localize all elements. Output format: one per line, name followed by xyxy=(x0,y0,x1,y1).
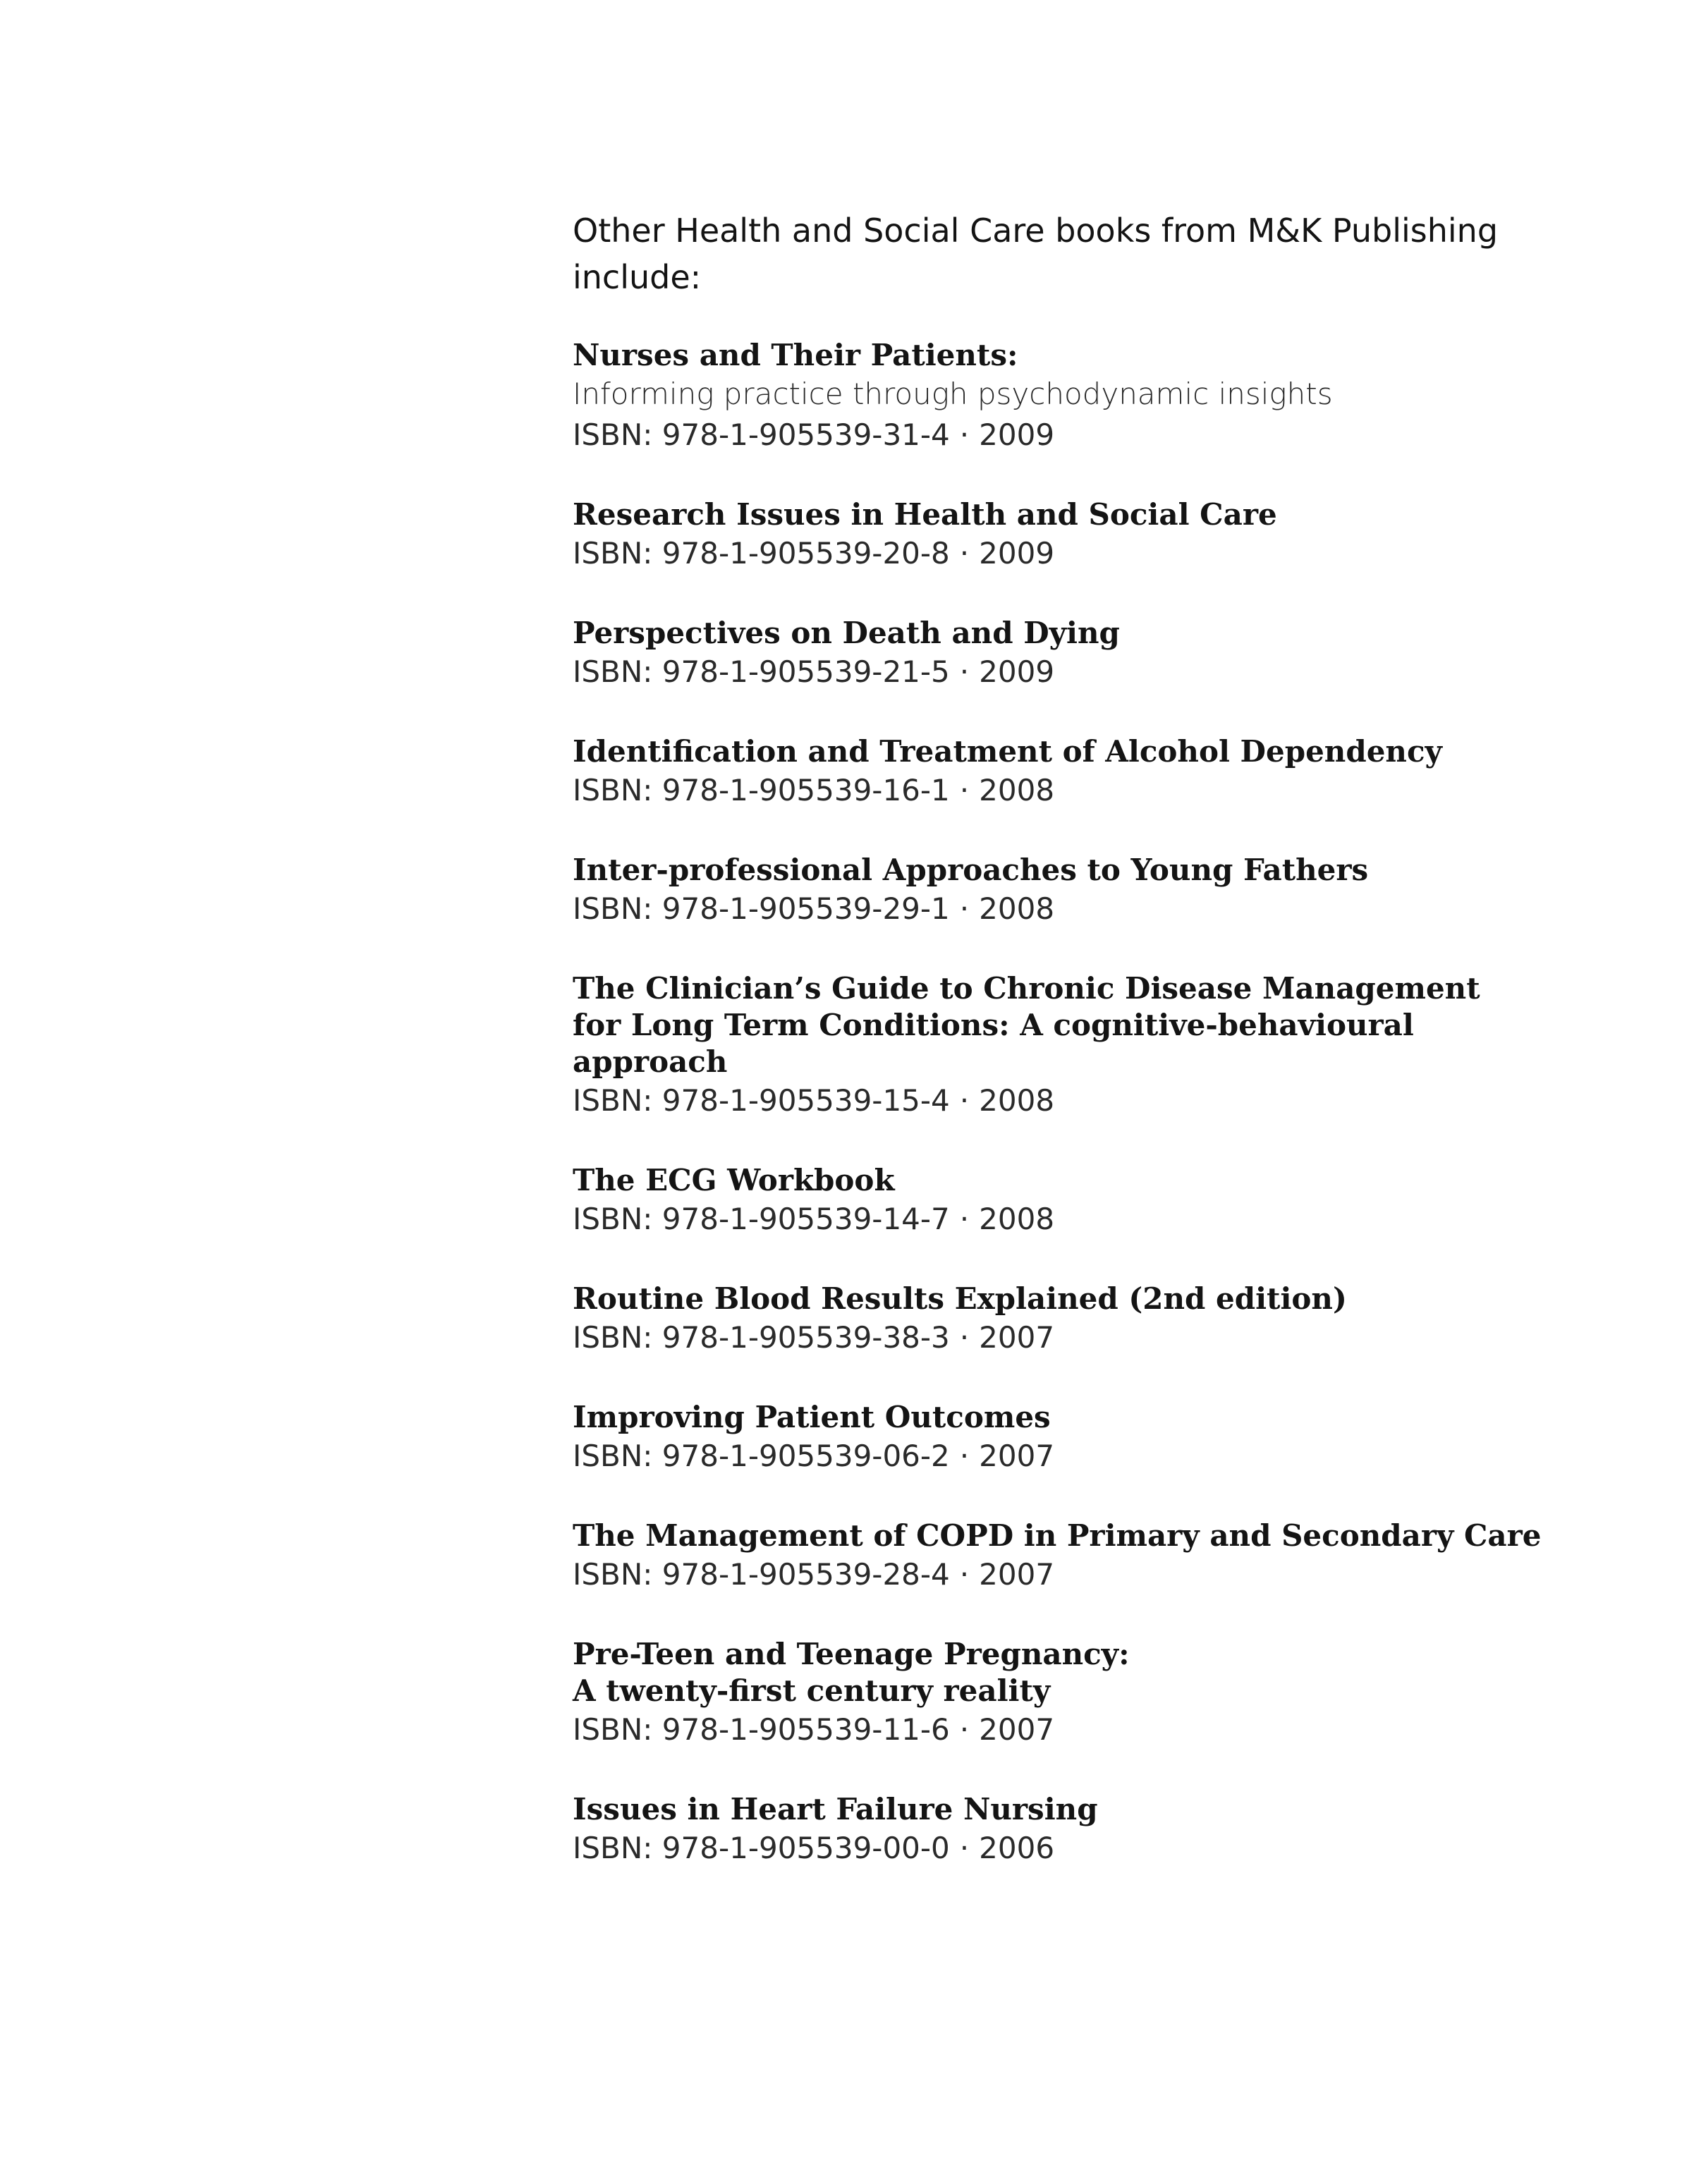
book-isbn: ISBN: 978-1-905539-29-1 xyxy=(573,891,950,926)
book-year: 2008 xyxy=(979,891,1055,926)
isbn-year-separator: · xyxy=(959,1083,970,1118)
book-year: 2007 xyxy=(979,1557,1055,1592)
book-isbn: ISBN: 978-1-905539-38-3 xyxy=(573,1320,950,1355)
book-year: 2006 xyxy=(979,1831,1055,1865)
book-year: 2008 xyxy=(979,773,1055,807)
isbn-year-separator: · xyxy=(959,1712,970,1747)
book-entry xyxy=(573,733,1560,811)
book-isbn-line xyxy=(573,415,1560,456)
book-entry xyxy=(573,1791,1560,1869)
book-year: 2008 xyxy=(979,1083,1055,1118)
book-title: Routine Blood Results Explained (2nd edition) xyxy=(573,1281,1347,1316)
book-entry xyxy=(573,615,1560,693)
book-title: Nurses and Their Patients: xyxy=(573,338,1018,372)
book-year: 2007 xyxy=(979,1712,1055,1747)
book-title: Inter-professional Approaches to Young Fathers xyxy=(573,853,1369,887)
book-isbn: ISBN: 978-1-905539-14-7 xyxy=(573,1202,950,1236)
book-isbn-line xyxy=(573,533,1560,574)
book-title: The Management of COPD in Primary and Secondary Care xyxy=(573,1518,1542,1553)
book-title: The ECG Workbook xyxy=(573,1163,895,1197)
book-isbn: ISBN: 978-1-905539-00-0 xyxy=(573,1831,950,1865)
book-year: 2009 xyxy=(979,654,1055,689)
book-isbn: ISBN: 978-1-905539-21-5 xyxy=(573,654,950,689)
book-isbn-line xyxy=(573,1080,1560,1121)
book-year: 2009 xyxy=(979,536,1055,571)
isbn-year-separator: · xyxy=(959,536,970,571)
book-isbn: ISBN: 978-1-905539-16-1 xyxy=(573,773,950,807)
book-entry xyxy=(573,1399,1560,1477)
book-entry xyxy=(573,496,1560,574)
isbn-year-separator: · xyxy=(959,773,970,807)
book-isbn-line xyxy=(573,1709,1560,1750)
isbn-year-separator: · xyxy=(959,1320,970,1355)
book-year: 2008 xyxy=(979,1202,1055,1236)
book-year: 2007 xyxy=(979,1320,1055,1355)
book-entry xyxy=(573,1281,1560,1358)
isbn-year-separator: · xyxy=(959,654,970,689)
book-title: Issues in Heart Failure Nursing xyxy=(573,1792,1098,1826)
isbn-year-separator: · xyxy=(959,417,970,452)
isbn-year-separator: · xyxy=(959,1831,970,1865)
book-title: Perspectives on Death and Dying xyxy=(573,616,1120,650)
intro-heading: Other Health and Social Care books from M&K Publishing include: xyxy=(573,212,1499,296)
isbn-year-separator: · xyxy=(959,891,970,926)
book-title: Pre-Teen and Teenage Pregnancy: A twenty-first century reality xyxy=(573,1637,1130,1708)
book-isbn-line xyxy=(573,1554,1560,1595)
book-entry xyxy=(573,1162,1560,1240)
book-title: Identification and Treatment of Alcohol Dependency xyxy=(573,734,1442,769)
book-entry xyxy=(573,337,1560,456)
book-isbn: ISBN: 978-1-905539-31-4 xyxy=(573,417,950,452)
book-title: The Clinician’s Guide to Chronic Disease Management for Long Term Conditions: A cognitive-behavioural approach xyxy=(573,971,1480,1079)
book-entry xyxy=(573,970,1560,1121)
book-entry xyxy=(573,1518,1560,1595)
book-list xyxy=(573,337,1560,1869)
book-title: Research Issues in Health and Social Care xyxy=(573,497,1277,532)
book-isbn: ISBN: 978-1-905539-06-2 xyxy=(573,1439,950,1473)
book-year: 2007 xyxy=(979,1439,1055,1473)
book-subtitle: Informing practice through psychodynamic insights xyxy=(573,377,1333,411)
book-entry xyxy=(573,1636,1560,1750)
book-title: Improving Patient Outcomes xyxy=(573,1400,1051,1434)
book-isbn-line xyxy=(573,770,1560,811)
book-isbn-line xyxy=(573,1828,1560,1869)
book-isbn-line xyxy=(573,1199,1560,1240)
isbn-year-separator: · xyxy=(959,1439,970,1473)
book-list-page xyxy=(573,207,1560,1910)
book-isbn: ISBN: 978-1-905539-28-4 xyxy=(573,1557,950,1592)
book-isbn: ISBN: 978-1-905539-15-4 xyxy=(573,1083,950,1118)
book-isbn: ISBN: 978-1-905539-11-6 xyxy=(573,1712,950,1747)
book-isbn: ISBN: 978-1-905539-20-8 xyxy=(573,536,950,571)
isbn-year-separator: · xyxy=(959,1557,970,1592)
book-isbn-line xyxy=(573,652,1560,693)
book-year: 2009 xyxy=(979,417,1055,452)
book-isbn-line xyxy=(573,1317,1560,1358)
book-entry xyxy=(573,852,1560,929)
isbn-year-separator: · xyxy=(959,1202,970,1236)
book-isbn-line xyxy=(573,889,1560,929)
book-isbn-line xyxy=(573,1436,1560,1477)
